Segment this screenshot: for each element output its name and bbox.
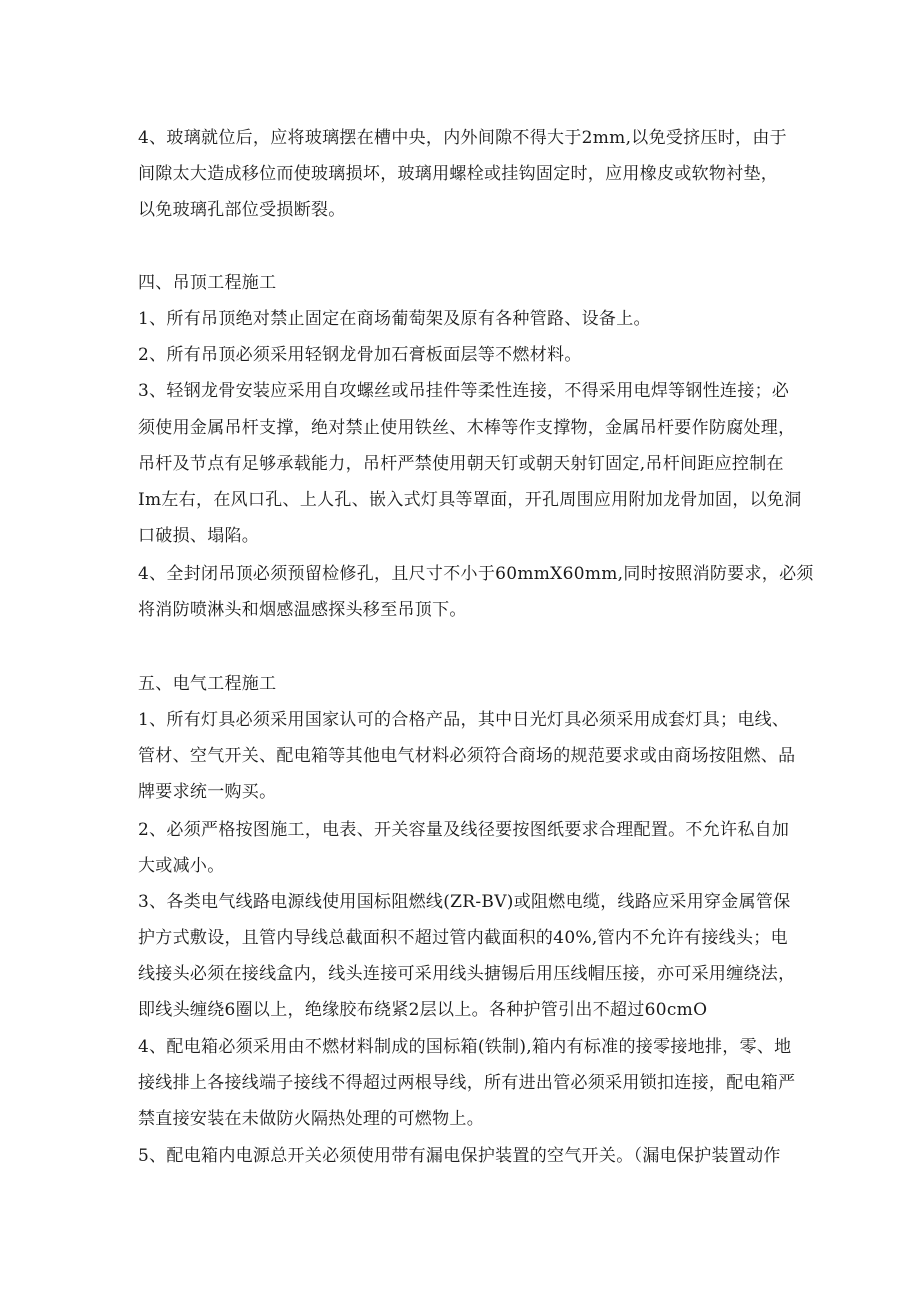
paragraph-line: 间隙太大造成移位而使玻璃损坏，玻璃用螺栓或挂钩固定时，应用橡皮或软物衬垫， xyxy=(138,164,779,184)
paragraph-line: 4、玻璃就位后，应将玻璃摆在槽中央，内外间隙不得大于2mm,以免受挤压时，由于 xyxy=(138,128,787,148)
section-heading: 四、吊顶工程施工 xyxy=(138,273,277,293)
paragraph-line: 1、所有吊顶绝对禁止固定在商场葡萄架及原有各种管路、设备上。 xyxy=(138,309,651,329)
paragraph-line: 接线排上各接线端子接线不得超过两根导线，所有进出管必须采用锁扣连接，配电箱严 xyxy=(138,1073,796,1093)
paragraph-line: Im左右，在风口孔、上人孔、嵌入式灯具等罩面，开孔周围应用附加龙骨加固，以免洞 xyxy=(138,490,802,510)
paragraph-line: 以免玻璃孔部位受损断裂。 xyxy=(138,200,346,220)
paragraph-line: 禁直接安装在未做防火隔热处理的可燃物上。 xyxy=(138,1109,484,1129)
paragraph-line: 须使用金属吊杆支撑，绝对禁止使用铁丝、木棒等作支撑物，金属吊杆要作防腐处理， xyxy=(138,418,796,438)
paragraph-line: 牌要求统一购买。 xyxy=(138,782,277,802)
paragraph-line: 5、配电箱内电源总开关必须使用带有漏电保护装置的空气开关。（漏电保护装置动作 xyxy=(138,1146,781,1166)
paragraph-line: 2、所有吊顶必须采用轻钢龙骨加石膏板面层等不燃材料。 xyxy=(138,345,582,365)
paragraph-line: 线接头必须在接线盒内，线头连接可采用线头搪锡后用压线帽压接，亦可采用缠绕法， xyxy=(138,964,796,984)
paragraph-line: 4、配电箱必须采用由不燃材料制成的国标箱(铁制),箱内有标准的接零接地排，零、地 xyxy=(138,1037,792,1057)
paragraph-line: 1、所有灯具必须采用国家认可的合格产品，其中日光灯具必须采用成套灯具；电线、 xyxy=(138,710,790,730)
paragraph-line: 2、必须严格按图施工，电表、开关容量及线径要按图纸要求合理配置。不允许私自加 xyxy=(138,820,790,840)
paragraph-line: 3、各类电气线路电源线使用国标阻燃线(ZR-BV)或阻燃电缆，线路应采用穿金属管保 xyxy=(138,892,791,912)
paragraph-line: 4、全封闭吊顶必须预留检修孔，且尺寸不小于60mmX60mm,同时按照消防要求，必须 xyxy=(138,564,814,584)
paragraph-line: 护方式敷设，且管内导线总截面积不超过管内截面积的40%,管内不允许有接线头；电 xyxy=(138,928,788,948)
paragraph-line: 吊杆及节点有足够承载能力，吊杆严禁使用朝天钉或朝天射钉固定,吊杆间距应控制在 xyxy=(138,454,784,474)
paragraph-line: 将消防喷淋头和烟感温感探头移至吊顶下。 xyxy=(138,600,467,620)
paragraph-line: 口破损、塌陷。 xyxy=(138,526,260,546)
paragraph-line: 即线头缠绕6圈以上，绝缘胶布绕紧2层以上。各种护管引出不超过60cmO xyxy=(138,1000,708,1020)
paragraph-line: 大或减小。 xyxy=(138,856,225,876)
section-heading: 五、电气工程施工 xyxy=(138,674,277,694)
paragraph-line: 3、轻钢龙骨安装应采用自攻螺丝或吊挂件等柔性连接，不得采用电焊等钢性连接；必 xyxy=(138,381,790,401)
paragraph-line: 管材、空气开关、配电箱等其他电气材料必须符合商场的规范要求或由商场按阻燃、品 xyxy=(138,746,796,766)
